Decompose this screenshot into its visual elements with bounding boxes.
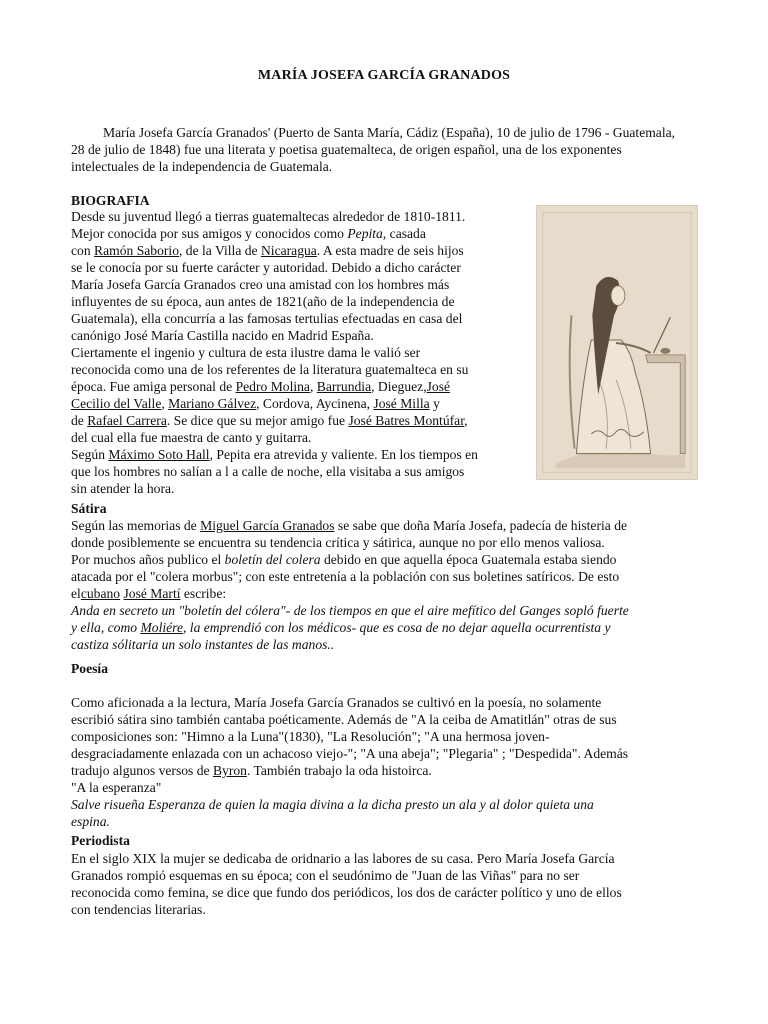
link-jose-milla[interactable]: José Milla [373,396,430,411]
sketch-portrait-icon [537,206,697,479]
link-cubano[interactable]: cubano [80,586,121,601]
satira-paragraph: Según las memorias de Miguel García Granados se sabe que doña María Josefa, padecía de histeria de donde posiblemente se encuentra su tendencia crítica y sátirica, aunque no por ello menos valiosa. Por muchos años publico el boletín del colera debido en que aquella época Guatemala estaba siendo atacada por el "colera morbus"; con este entretenía a la población con sus boletines satíricos. De esto elcubano José Martí escribe: Anda en secreto un "boletín del cólera"- de los tiempos en que el aire mefítico del Ganges sopló fuerte y ella, como Moliére, la emprendió con los médicos- que es cosa de no dejar aquella ocurrentista y castiza sólitaria un solo instantes de las manos.. [71,518,629,652]
periodista-paragraph: En el siglo XIX la mujer se dedicaba de oridnario a las labores de su casa. Pero María Josefa García Granados rompió esquemas en su época; con el seudónimo de "Juan de las Viñas" para no ser reconocida como femina, se dice que fundo dos periódicos, los dos de carácter político y uno de ellos con tendencias literarias. [71,851,622,917]
link-cecilio-del-valle[interactable]: Cecilio del Valle [71,396,162,411]
poesia-paragraph: Como aficionada a la lectura, María Josefa García Granados se cultivó en la poesía, no solamente escribió sátira sino también cantaba poéticamente. Además de "A la ceiba de Amatitlán" otras de sus composiciones son: "Himno a la Luna"(1830), "La Resolución"; "A una hermosa joven- desgraciadamente enlazada con un achacoso viejo-"; "A una abeja"; "Plegaria" ; "Despedida". Además tradujo algunos versos de Byron. También trabajo la oda histoirca. "A la esperanza" Salve risueña Esperanza de quien la magia divina a la dicha presto un ala y al dolor quieta una espina. [71,695,629,829]
link-byron[interactable]: Byron [212,763,247,778]
link-jose-cecilio-del-valle[interactable]: José [426,379,451,394]
link-jose-marti[interactable]: José Martí [123,586,181,601]
satira-heading: Sátira [71,501,107,516]
intro-paragraph: María Josefa García Granados' (Puerto de Santa María, Cádiz (España), 10 de julio de 1796 - Guatemala, 28 de julio de 1848) fue una literata y poetisa guatemalteca, de origen español, una de los exponentes intelectuales de la independencia de Guatemala. [71,125,676,174]
link-rafael-carrera[interactable]: Rafael Carrera [87,413,167,428]
link-nicaragua[interactable]: Nicaragua [260,243,317,258]
link-mariano-galvez[interactable]: Mariano Gálvez [168,396,257,411]
link-barrundia[interactable]: Barrundia [316,379,372,394]
poesia-heading: Poesía [71,661,108,676]
biografia-heading: BIOGRAFIA [71,193,150,208]
portrait-image [536,205,698,480]
link-maximo-soto-hall[interactable]: Máximo Soto Hall [108,447,210,462]
biografia-paragraph: Desde su juventud llegó a tierras guatemaltecas alrededor de 1810-1811. Mejor conocida por sus amigos y conocidos como Pepita, casada con Ramón Saborio, de la Villa de Nicaragua. A esta madre de seis hijos se le conocía por su fuerte carácter y autoridad. Debido a dicho carácter María Josefa García Granados creo una amistad con los hombres más influyentes de su época, aun antes de 1821(año de la independencia de Guatemala), ella concurría a las famosas tertulias efectuadas en casa del canónigo José María Castilla nacido en Madrid España. Ciertamente el ingenio y cultura de esta ilustre dama le valió ser reconocida como una de los referentes de la literatura guatemalteca en su época. Fue amiga personal de Pedro Molina, Barrundia, Dieguez,José Cecilio del Valle, Mariano Gálvez, Cordova, Aycinena, José Milla y de Rafael Carrera. Se dice que su mejor amigo fue José Batres Montúfar, del cual ella fue maestra de canto y guitarra. Según Máximo Soto Hall, Pepita era atrevida y valiente. En los tiempos en que los hombres no salían a l a calle de noche, ella visitaba a sus amigos sin atender la hora. [71,209,478,496]
link-pedro-molina[interactable]: Pedro Molina [235,379,310,394]
page-title: MARÍA JOSEFA GARCÍA GRANADOS [257,68,511,83]
periodista-heading: Periodista [71,833,130,848]
link-miguel-garcia-granados[interactable]: Miguel García Granados [200,518,335,533]
link-ramon-saborio[interactable]: Ramón Saborio [94,243,179,258]
link-jose-batres-montufar[interactable]: José Batres Montúfar [348,413,465,428]
link-moliere[interactable]: Moliére [140,620,183,635]
